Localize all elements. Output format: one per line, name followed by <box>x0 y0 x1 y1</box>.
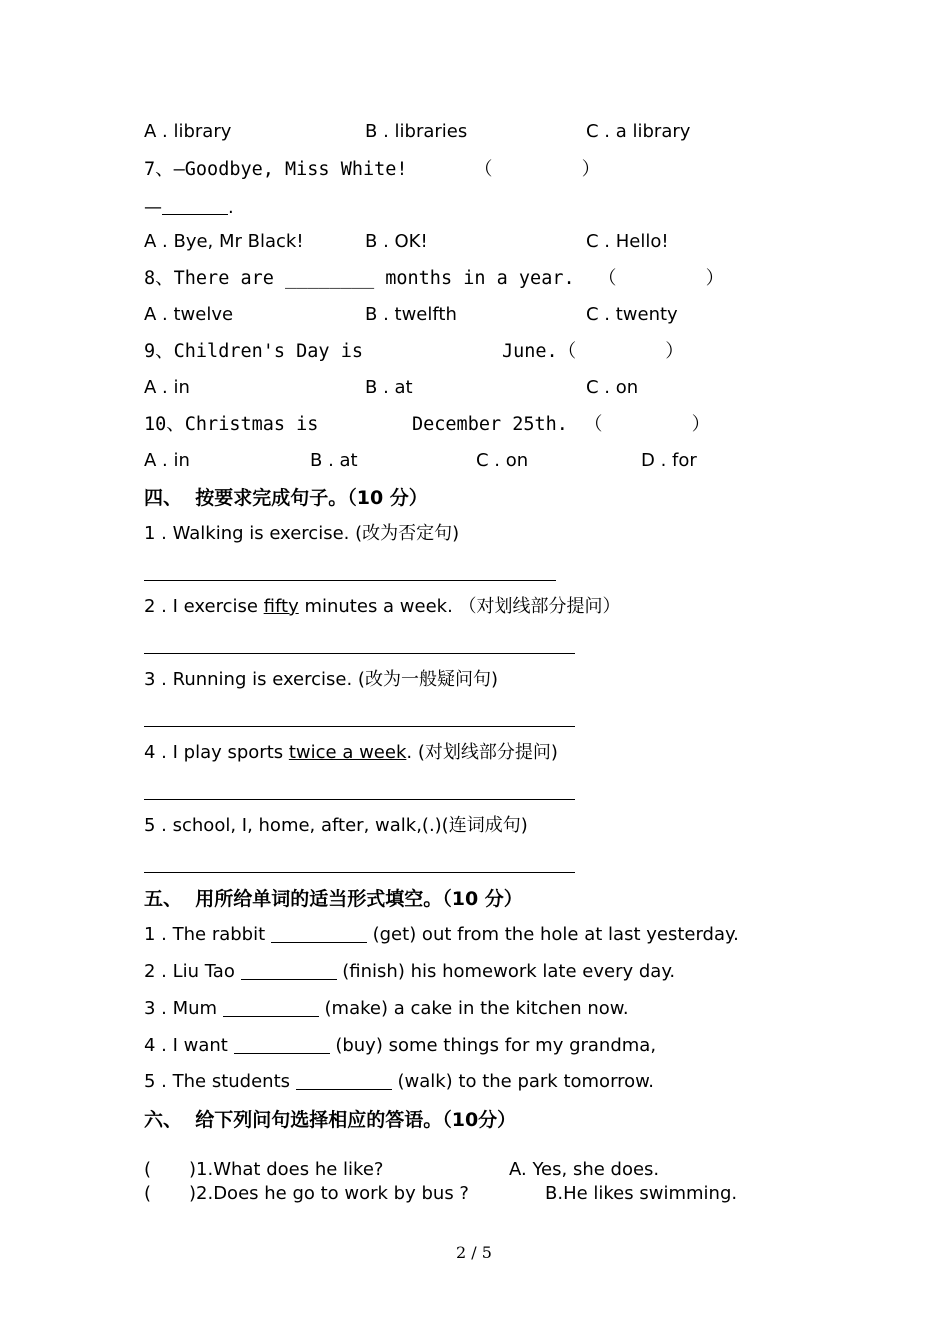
s4-item-5: 5 . school, I, home, after, walk,(.)(连词成句) <box>144 815 528 836</box>
q9-option-a: A . in <box>144 377 190 398</box>
q7-answer-paren: （ ） <box>474 159 601 180</box>
q6-option-c: C . a library <box>586 121 691 142</box>
s6-row-2-question: )2.Does he go to work by bus ? <box>189 1183 469 1204</box>
q10-stem-end: December 25th. <box>412 414 568 435</box>
s4-item-4 <box>144 741 558 765</box>
s5-item-4-pre: 4 . I want <box>144 1035 234 1056</box>
section5-heading: 五、 用所给单词的适当形式填空。（10 分） <box>144 888 523 910</box>
s4-item-4-underlined: twice a week <box>288 742 407 763</box>
q7-option-c: C . Hello! <box>586 231 669 252</box>
s4-answer-line-3 <box>144 726 575 727</box>
q8-option-a: A . twelve <box>144 304 234 325</box>
q9-stem: 9、Children's Day is <box>144 341 363 362</box>
s5-item-1 <box>144 923 739 947</box>
s4-answer-line-2 <box>144 653 575 654</box>
s5-item-5 <box>144 1070 654 1094</box>
q9-option-b: B . at <box>365 377 413 398</box>
q7-option-b: B . OK! <box>365 231 428 252</box>
s4-item-2-post: minutes a week. （对划线部分提问） <box>298 596 621 617</box>
s4-answer-line-4 <box>144 799 575 800</box>
q7-stem: 7、—Goodbye, Miss White! <box>144 159 408 180</box>
q10-option-c: C . on <box>476 450 529 471</box>
q10-option-a: A . in <box>144 450 190 471</box>
s4-item-2 <box>144 595 621 619</box>
q6-option-a: A . library <box>144 121 232 142</box>
s4-item-2-underlined: fifty <box>263 596 299 617</box>
q10-answer-paren: （ ） <box>584 414 711 435</box>
s6-row-1-answer: A. Yes, she does. <box>509 1159 660 1180</box>
s5-item-3-pre: 3 . Mum <box>144 998 223 1019</box>
s5-item-4-blank <box>234 1035 330 1054</box>
q9-stem-end: June.（ ） <box>502 341 684 362</box>
q7-response-line <box>144 196 234 220</box>
q7-response-blank <box>162 196 228 215</box>
section4-heading: 四、 按要求完成句子。（10 分） <box>144 487 428 509</box>
s5-item-4-post: (buy) some things for my grandma, <box>329 1035 657 1056</box>
s6-row-1-question: )1.What does he like? <box>189 1159 384 1180</box>
section6-heading: 六、 给下列问句选择相应的答语。（10分） <box>144 1109 517 1131</box>
q10-option-d: D . for <box>641 450 697 471</box>
s5-item-2 <box>144 960 675 984</box>
s5-item-3-post: (make) a cake in the kitchen now. <box>318 998 629 1019</box>
s5-item-1-pre: 1 . The rabbit <box>144 924 271 945</box>
s4-answer-line-5 <box>144 872 575 873</box>
s4-item-3: 3 . Running is exercise. (改为一般疑问句) <box>144 669 498 690</box>
s5-item-5-blank <box>296 1071 392 1090</box>
q8-stem: 8、There are ________ months in a year. <box>144 268 575 289</box>
s6-row-2-paren: ( <box>144 1183 152 1204</box>
q10-stem: 10、Christmas is <box>144 414 319 435</box>
q9-option-c: C . on <box>586 377 639 398</box>
s5-item-3 <box>144 997 629 1021</box>
s4-item-4-post: . (对划线部分提问) <box>406 742 558 763</box>
s6-row-2-answer: B.He likes swimming. <box>545 1183 738 1204</box>
s5-item-2-post: (finish) his homework late every day. <box>336 961 676 982</box>
s4-item-4-pre: 4 . I play sports <box>144 742 289 763</box>
q7-option-a: A . Bye, Mr Black! <box>144 231 304 252</box>
s4-item-1: 1 . Walking is exercise. (改为否定句) <box>144 523 460 544</box>
s4-answer-line-1 <box>144 580 556 581</box>
s4-item-2-pre: 2 . I exercise <box>144 596 264 617</box>
s5-item-2-pre: 2 . Liu Tao <box>144 961 241 982</box>
q6-option-b: B . libraries <box>365 121 468 142</box>
s5-item-5-post: (walk) to the park tomorrow. <box>391 1071 654 1092</box>
s5-item-4 <box>144 1034 656 1058</box>
q7-dash: — <box>144 197 162 218</box>
page-number: 2 / 5 <box>456 1243 492 1262</box>
s6-row-1-paren: ( <box>144 1159 152 1180</box>
s5-item-1-blank <box>271 924 367 943</box>
q8-option-b: B . twelfth <box>365 304 457 325</box>
q10-option-b: B . at <box>310 450 358 471</box>
s5-item-3-blank <box>223 998 319 1017</box>
s5-item-1-post: (get) out from the hole at last yesterday. <box>366 924 739 945</box>
s5-item-5-pre: 5 . The students <box>144 1071 296 1092</box>
s5-item-2-blank <box>241 961 337 980</box>
q8-option-c: C . twenty <box>586 304 678 325</box>
q8-answer-paren: （ ） <box>598 268 725 289</box>
q7-period: . <box>228 197 234 218</box>
